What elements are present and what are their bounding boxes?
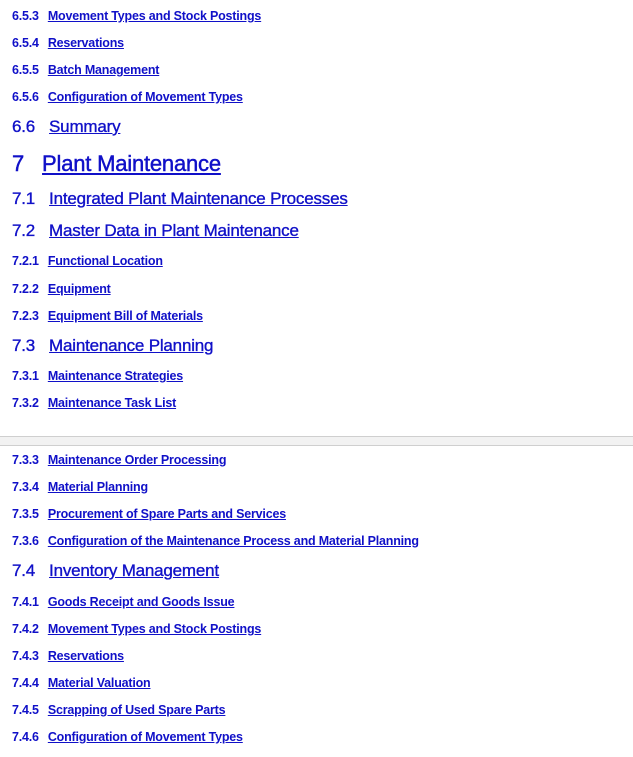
toc-link-7-3-2[interactable] — [12, 396, 176, 411]
toc-number: 7.4.3 — [12, 649, 39, 663]
toc-number: 7.4.6 — [12, 730, 39, 744]
toc-link-6-5-3[interactable] — [12, 9, 261, 24]
toc-number: 7.2 — [12, 221, 36, 240]
toc-link-7-4-6[interactable] — [12, 730, 243, 745]
toc-title: Plant Maintenance — [42, 151, 221, 176]
toc-number: 7.3.2 — [12, 396, 39, 410]
toc-title: Configuration of the Maintenance Process and Material Planning — [47, 534, 419, 548]
toc-number: 7.4.1 — [12, 595, 39, 609]
toc-number: 7.4.2 — [12, 622, 39, 636]
toc-title: Batch Management — [47, 63, 160, 77]
toc-link-6-5-5[interactable] — [12, 63, 159, 78]
toc-title: Summary — [49, 117, 121, 136]
toc-number: 6.5.3 — [12, 9, 39, 23]
toc-link-7-2-2[interactable] — [12, 282, 111, 297]
toc-link-7-3-3[interactable] — [12, 453, 226, 468]
page-break-divider — [0, 436, 633, 446]
toc-link-7-3-4[interactable] — [12, 480, 148, 495]
toc-link-7-4-3[interactable] — [12, 649, 124, 664]
toc-number: 7.3 — [12, 336, 36, 355]
toc-title: Material Valuation — [47, 676, 151, 690]
toc-title: Material Planning — [47, 480, 148, 494]
toc-number: 6.6 — [12, 117, 36, 136]
toc-link-6-5-4[interactable] — [12, 36, 124, 51]
toc-link-7-3-1[interactable] — [12, 369, 183, 384]
toc-link-7-4-4[interactable] — [12, 676, 151, 691]
toc-title: Movement Types and Stock Postings — [47, 9, 262, 23]
toc-number: 6.5.5 — [12, 63, 39, 77]
toc-link-7-2-1[interactable] — [12, 254, 163, 269]
toc-title: Equipment Bill of Materials — [47, 309, 203, 323]
toc-link-7-2-3[interactable] — [12, 309, 203, 324]
toc-number: 7.3.5 — [12, 507, 39, 521]
toc-title: Configuration of Movement Types — [47, 90, 243, 104]
toc-title: Reservations — [47, 36, 124, 50]
toc-link-7-4-5[interactable] — [12, 703, 225, 718]
toc-number: 7.1 — [12, 189, 36, 208]
toc-number: 7.3.6 — [12, 534, 39, 548]
toc-title: Goods Receipt and Goods Issue — [47, 595, 235, 609]
toc-link-7-4-1[interactable] — [12, 595, 234, 610]
toc-title: Scrapping of Used Spare Parts — [47, 703, 226, 717]
toc-link-7-3-6[interactable] — [12, 534, 419, 549]
toc-title: Master Data in Plant Maintenance — [49, 221, 299, 240]
toc-number: 6.5.4 — [12, 36, 39, 50]
toc-number: 7.3.3 — [12, 453, 39, 467]
toc-number: 7.2.1 — [12, 254, 39, 268]
toc-link-7[interactable] — [12, 151, 221, 177]
toc-number: 7.2.2 — [12, 282, 39, 296]
toc-link-7-2[interactable] — [12, 221, 299, 241]
toc-link-7-4[interactable] — [12, 561, 219, 581]
toc-link-7-4-2[interactable] — [12, 622, 261, 637]
toc-link-6-6[interactable] — [12, 117, 120, 137]
toc-title: Reservations — [47, 649, 124, 663]
toc-number: 7 — [12, 151, 25, 176]
toc-title: Maintenance Task List — [47, 396, 177, 410]
toc-title: Maintenance Strategies — [47, 369, 184, 383]
toc-title: Maintenance Planning — [49, 336, 214, 355]
toc-number: 7.4 — [12, 561, 36, 580]
toc-title: Movement Types and Stock Postings — [47, 622, 262, 636]
toc-title: Maintenance Order Processing — [47, 453, 227, 467]
toc-title: Inventory Management — [49, 561, 219, 580]
toc-link-7-3[interactable] — [12, 336, 213, 356]
toc-number: 7.2.3 — [12, 309, 39, 323]
toc-number: 6.5.6 — [12, 90, 39, 104]
toc-number: 7.4.4 — [12, 676, 39, 690]
toc-link-7-3-5[interactable] — [12, 507, 286, 522]
toc-link-7-1[interactable] — [12, 189, 348, 209]
toc-link-6-5-6[interactable] — [12, 90, 243, 105]
toc-title: Integrated Plant Maintenance Processes — [49, 189, 348, 208]
toc-title: Functional Location — [47, 254, 163, 268]
toc-title: Equipment — [47, 282, 111, 296]
toc-number: 7.3.1 — [12, 369, 39, 383]
toc-title: Procurement of Spare Parts and Services — [47, 507, 286, 521]
toc-title: Configuration of Movement Types — [47, 730, 243, 744]
toc-number: 7.3.4 — [12, 480, 39, 494]
toc-number: 7.4.5 — [12, 703, 39, 717]
